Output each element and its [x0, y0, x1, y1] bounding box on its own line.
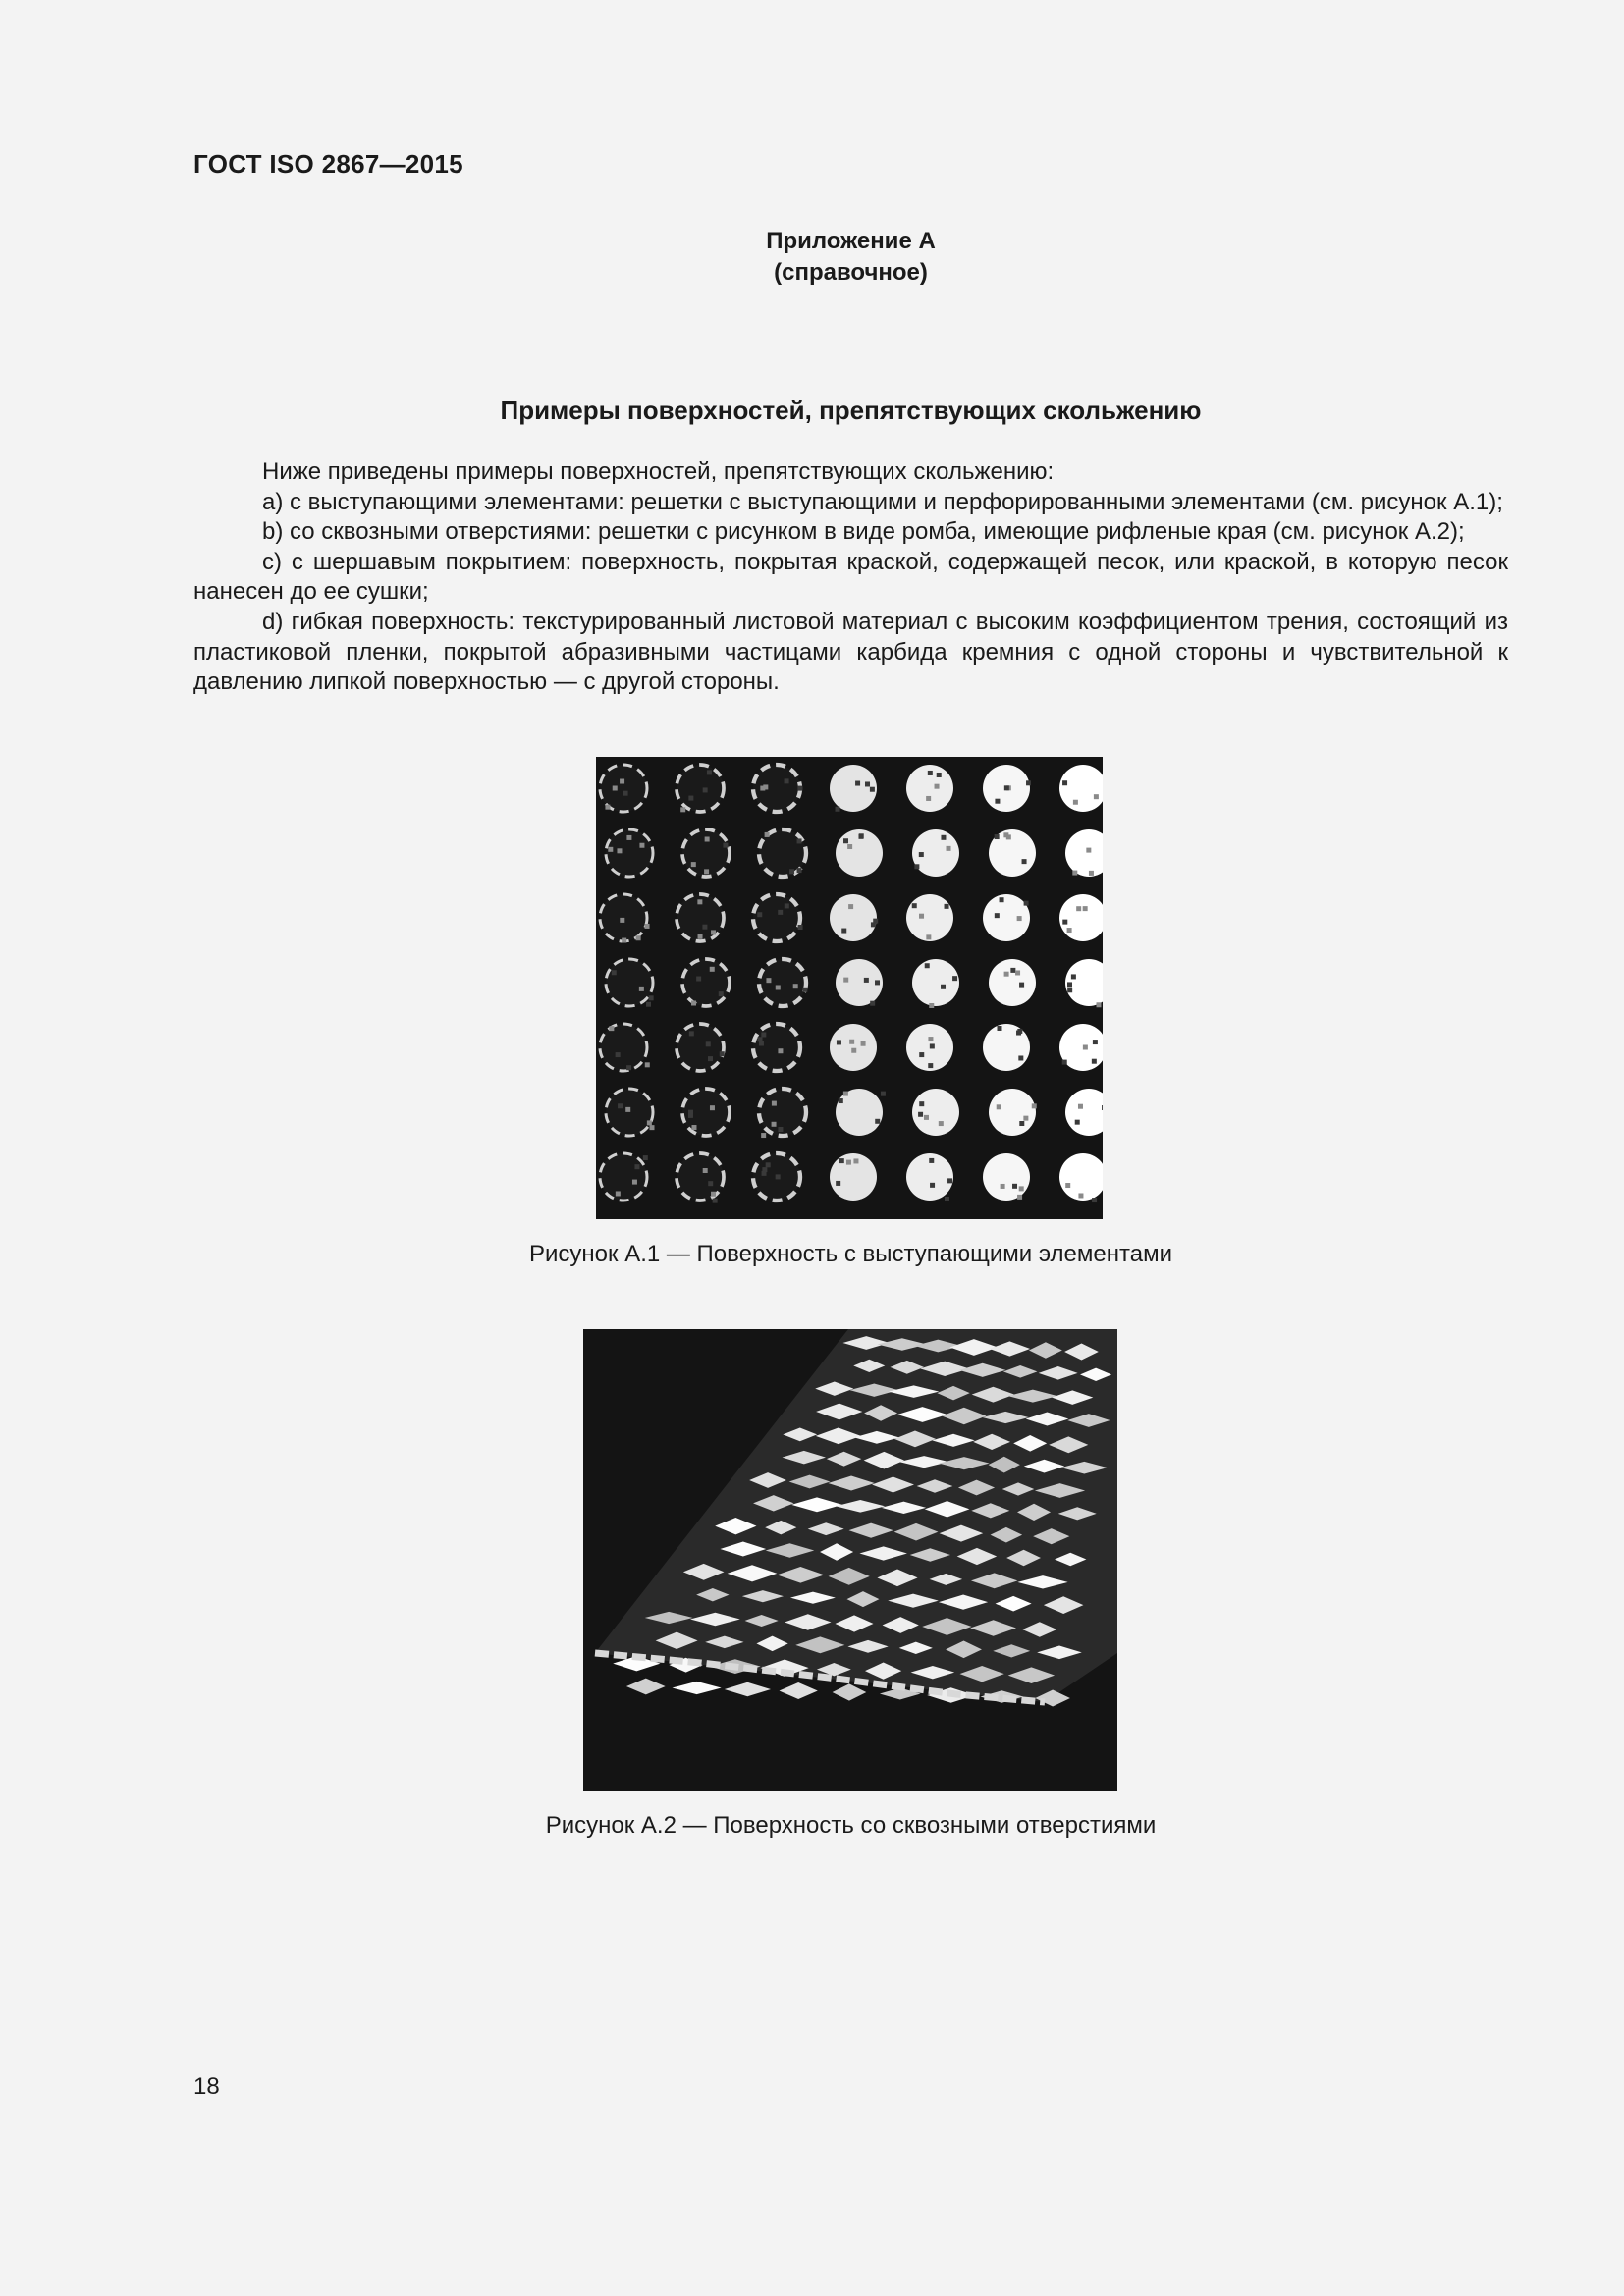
- appendix-note: (справочное): [774, 259, 928, 286]
- list-item-d: d) гибкая поверхность: текстурированный листовой материал с высоким коэффициентом трения, состоящий из пластиковой пленки, покрытой абразивными частицами карбида кремния с одной стороны и чувствительной к давлению липкой поверхностью — с другой стороны.: [193, 608, 1508, 696]
- appendix-heading: [193, 226, 1508, 289]
- body-text: [193, 457, 1508, 698]
- figure-a1-caption: Рисунок А.1 — Поверхность с выступающими элементами: [529, 1241, 1172, 1267]
- list-item-a: a) с выступающими элементами: решетки с выступающими и перфорированными элементами (см. рисунок А.1);: [262, 488, 1503, 515]
- page-number: 18: [193, 2073, 220, 2100]
- figure-a1-image: [596, 757, 1103, 1219]
- grating-photo: [596, 757, 1103, 1219]
- list-item-b: b) со сквозными отверстиями: решетки с рисунком в виде ромба, имеющие рифленые края (см. рисунок А.2);: [262, 518, 1465, 546]
- intro-paragraph: Ниже приведены примеры поверхностей, препятствующих скольжению:: [262, 458, 1055, 485]
- figure-a2-image: [583, 1329, 1117, 1791]
- figure-a2-caption: Рисунок А.2 — Поверхность со сквозными отверстиями: [545, 1812, 1157, 1839]
- list-item-c: c) с шершавым покрытием: поверхность, покрытая краской, содержащей песок, или краской, в которую песок нанесен до ее сушки;: [193, 548, 1508, 606]
- diamond-grating-photo: [583, 1329, 1117, 1791]
- appendix-title: Приложение А: [766, 228, 936, 254]
- document-code: ГОСТ ISO 2867—2015: [193, 149, 463, 179]
- section-title: Примеры поверхностей, препятствующих скольжению: [500, 396, 1202, 425]
